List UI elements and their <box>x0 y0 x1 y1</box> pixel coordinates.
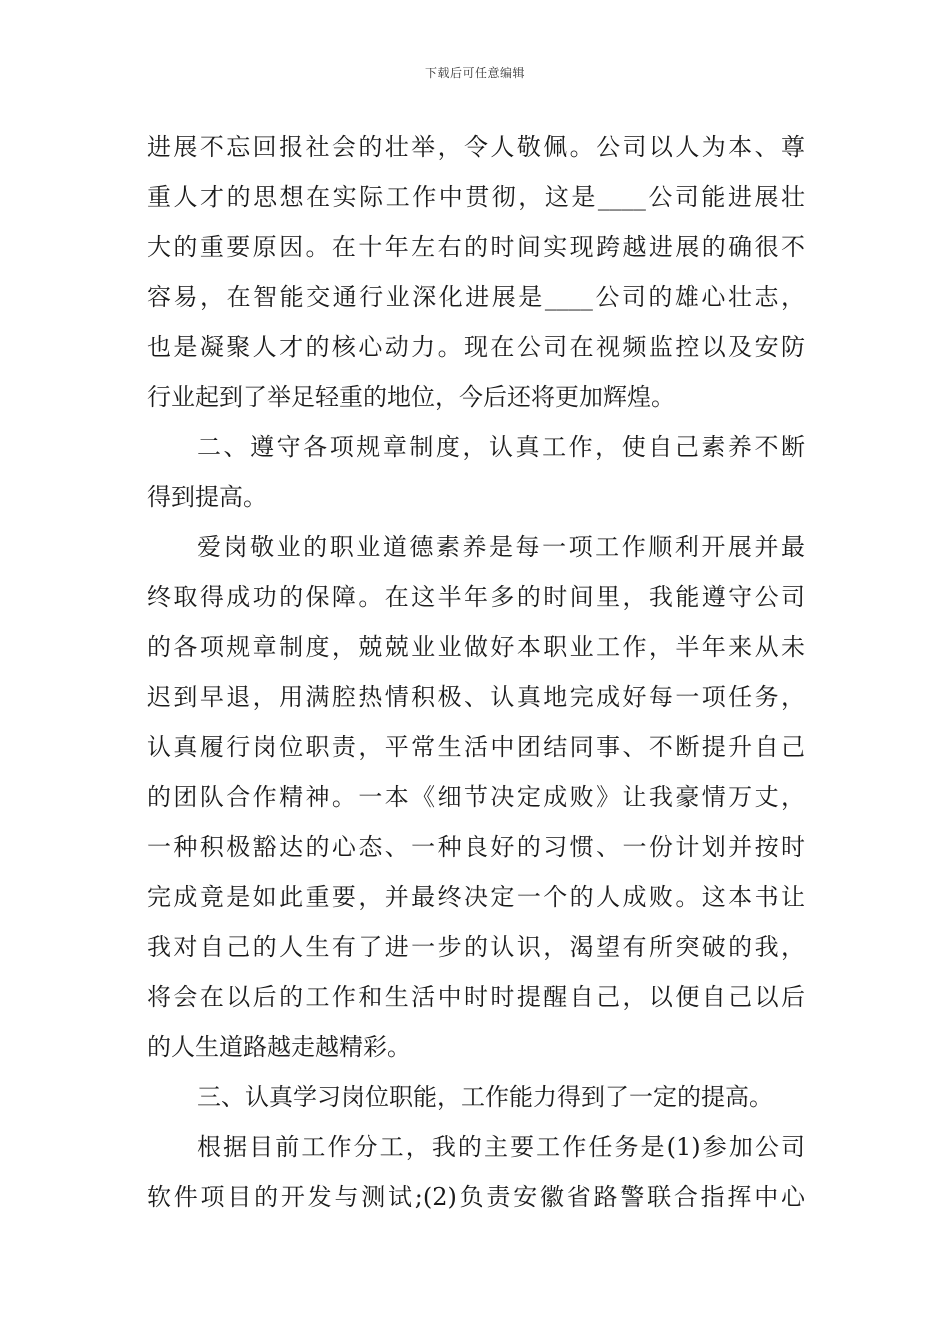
text-line-19: 的人生道路越走越精彩。 <box>147 1033 411 1061</box>
text-line-12: 迟到早退，用满腔热情积极、认真地完成好每一项任务， <box>147 683 805 711</box>
text-line-14: 的团队合作精神。一本《细节决定成败》让我豪情万丈， <box>147 783 805 811</box>
text-line-16: 完成竟是如此重要，并最终决定一个的人成败。这本书让 <box>147 883 805 911</box>
text-line-4: 容易，在智能交通行业深化进展是____公司的雄心壮志， <box>147 283 805 311</box>
text-line-21: 根据目前工作分工，我的主要工作任务是(1)参加公司 <box>197 1133 805 1161</box>
text-line-9: 爱岗敬业的职业道德素养是每一项工作顺利开展并最 <box>197 533 805 561</box>
text-line-17: 我对自己的人生有了进一步的认识，渴望有所突破的我， <box>147 933 805 961</box>
page-header: 下载后可任意编辑 <box>424 66 525 80</box>
text-line-5: 也是凝聚人才的核心动力。现在公司在视频监控以及安防 <box>147 333 805 361</box>
text-line-15: 一种积极豁达的心态、一种良好的习惯、一份计划并按时 <box>147 833 805 861</box>
text-line-18: 将会在以后的工作和生活中时时提醒自己，以便自己以后 <box>147 983 805 1011</box>
text-line-6: 行业起到了举足轻重的地位，今后还将更加辉煌。 <box>147 383 675 411</box>
text-line-2: 重人才的思想在实际工作中贯彻，这是____公司能进展壮 <box>147 183 805 211</box>
text-line-22: 软件项目的开发与测试;(2)负责安徽省路警联合指挥中心 <box>147 1183 805 1211</box>
text-line-10: 终取得成功的保障。在这半年多的时间里，我能遵守公司 <box>147 583 805 611</box>
section-heading-2-line-2: 得到提高。 <box>147 483 267 511</box>
section-heading-3: 三、认真学习岗位职能，工作能力得到了一定的提高。 <box>197 1083 773 1111</box>
text-line-13: 认真履行岗位职责，平常生活中团结同事、不断提升自己 <box>147 733 805 761</box>
text-line-11: 的各项规章制度，兢兢业业做好本职业工作，半年来从未 <box>147 633 805 661</box>
text-line-1: 进展不忘回报社会的壮举，令人敬佩。公司以人为本、尊 <box>147 133 805 161</box>
section-heading-2-line-1: 二、遵守各项规章制度，认真工作，使自己素养不断 <box>197 433 805 461</box>
text-line-3: 大的重要原因。在十年左右的时间实现跨越进展的确很不 <box>147 233 805 261</box>
